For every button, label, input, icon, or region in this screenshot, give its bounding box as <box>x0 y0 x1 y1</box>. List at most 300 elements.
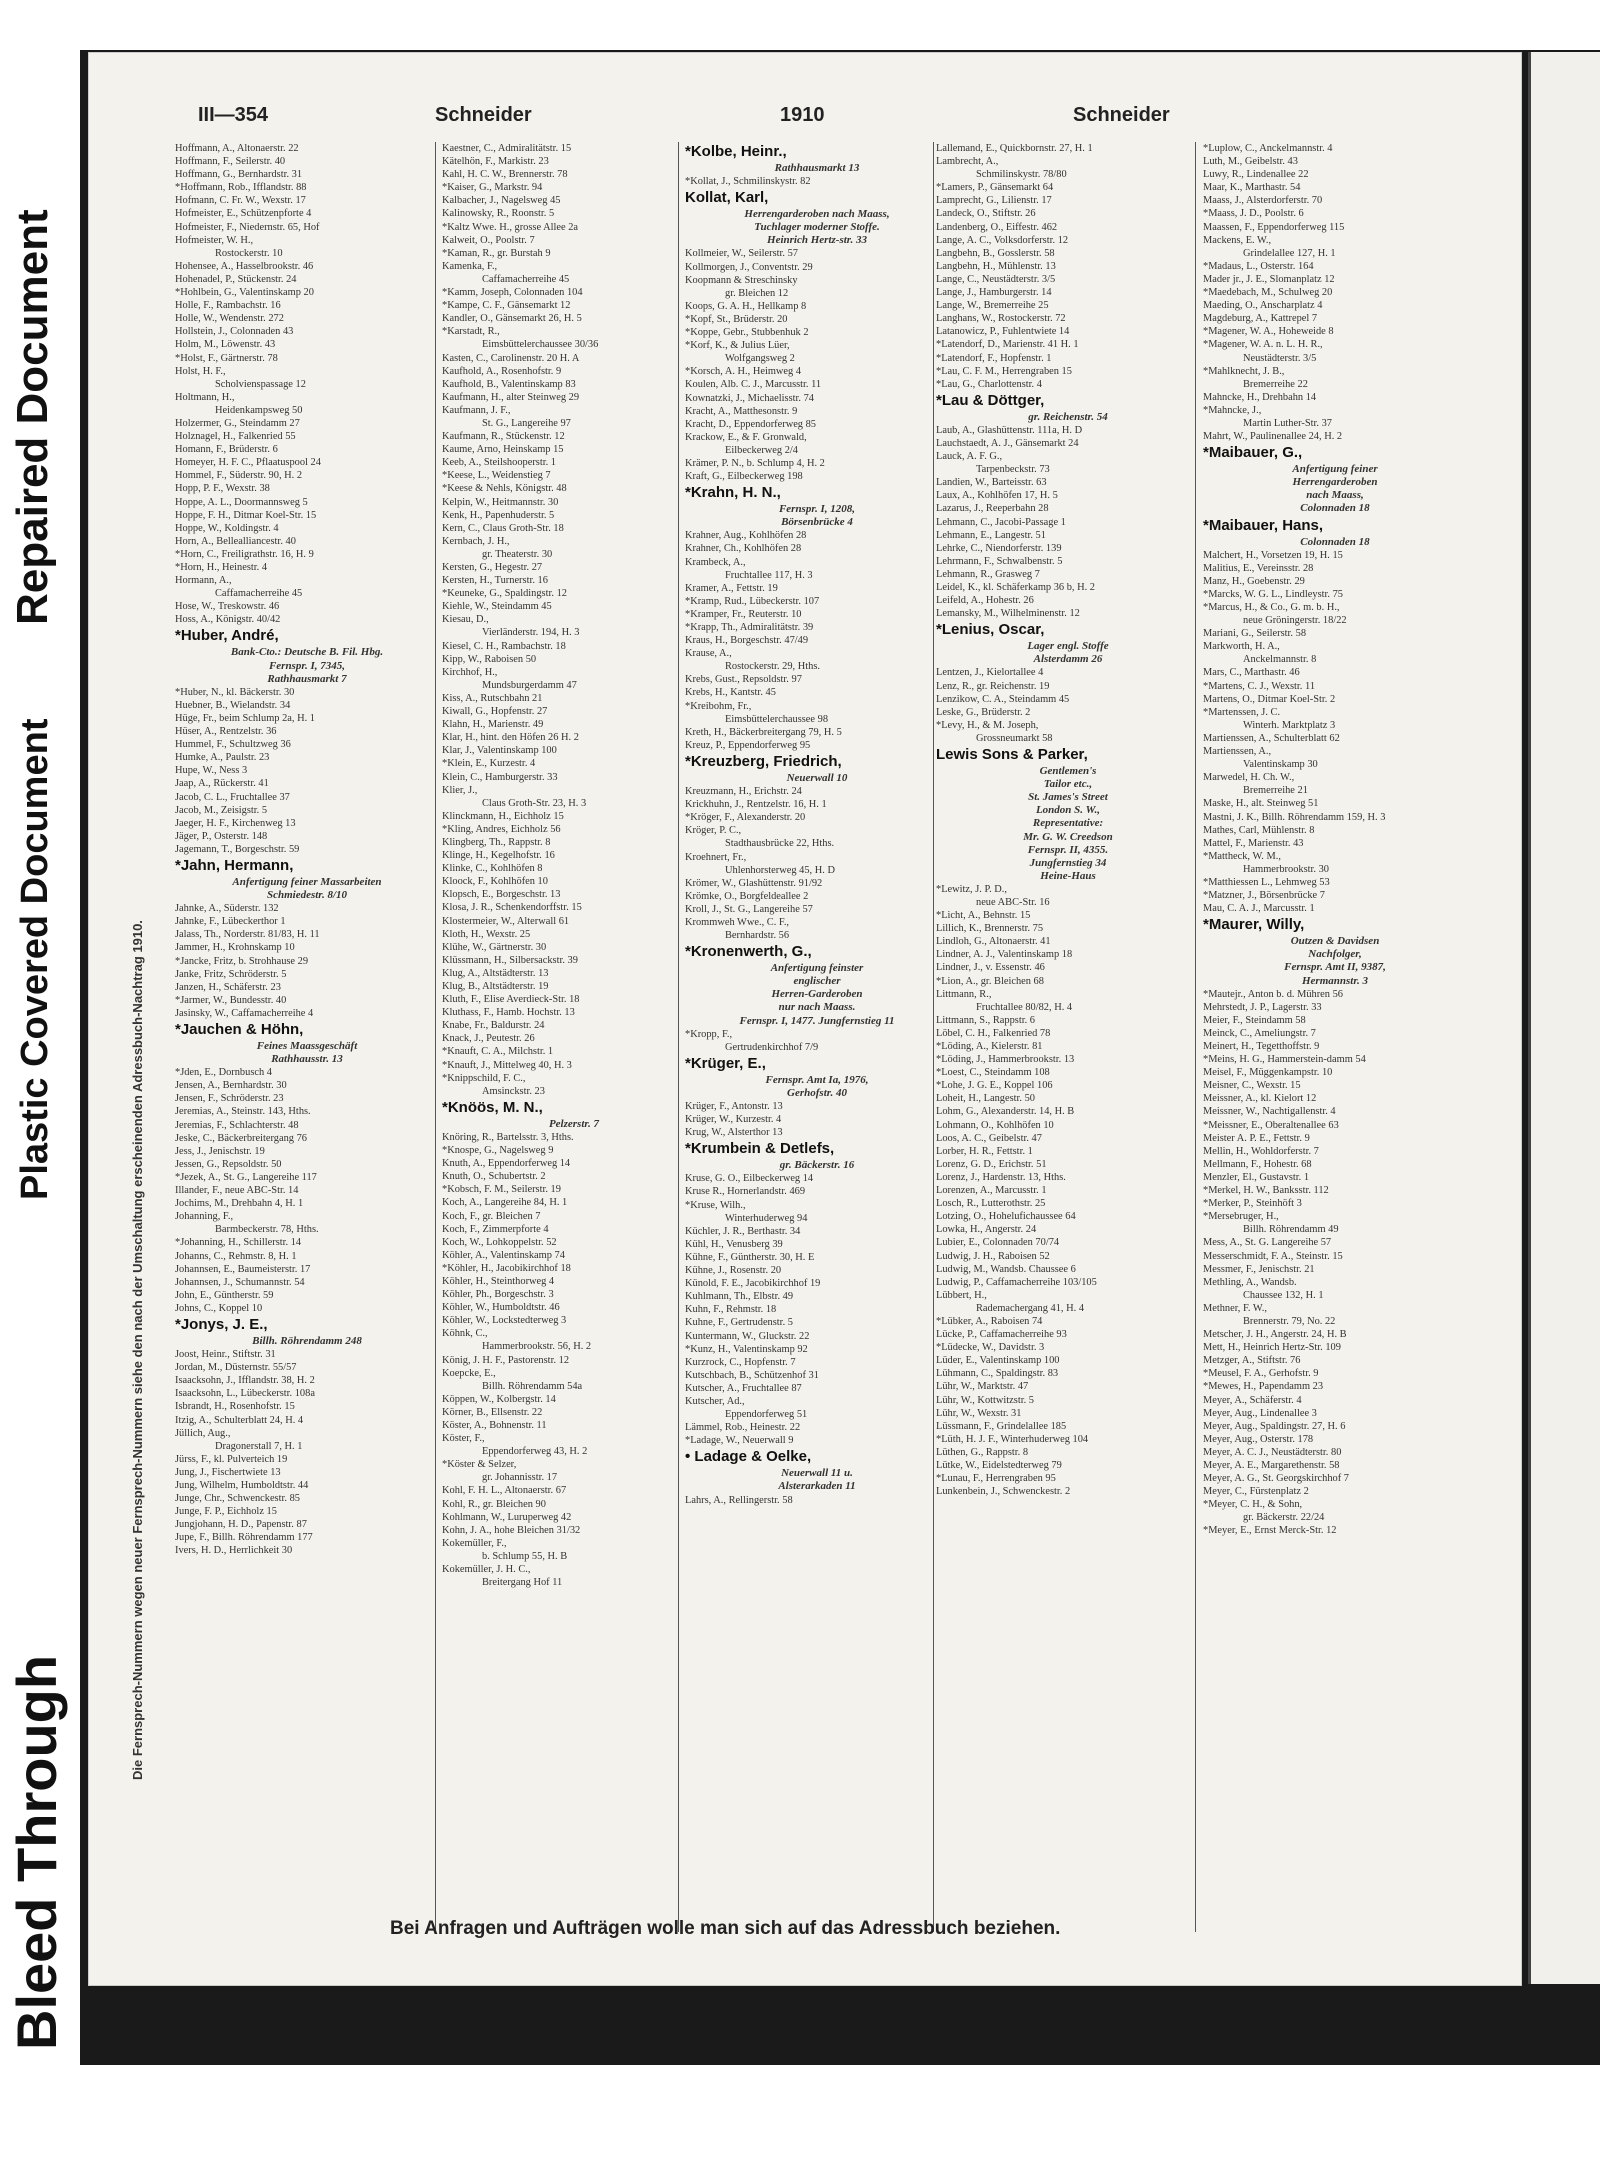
directory-entry: Klein, C., Hamburgerstr. 33 <box>442 771 558 783</box>
entry-continuation: Wolfgangsweg 2 <box>725 353 795 365</box>
directory-entry: Kalweit, O., Poolstr. 7 <box>442 234 535 246</box>
directory-entry: *Lamers, P., Gänsemarkt 64 <box>936 182 1054 194</box>
entry-continuation: Uhlenhorsterweg 45, H. D <box>725 864 835 876</box>
directory-entry: *Latendorf, F., Hopfenstr. 1 <box>936 352 1052 364</box>
directory-entry: Krackow, E., & F. Gronwald, <box>685 431 807 443</box>
entry-continuation: Hammerbrookstr. 56, H. 2 <box>482 1341 592 1353</box>
directory-entry: *Lüdecke, W., Davidstr. 3 <box>936 1342 1045 1354</box>
advert-line: Neuerwall 10 <box>786 771 848 784</box>
directory-entry: Kracht, A., Matthesonstr. 9 <box>685 405 798 417</box>
directory-entry: Holzermer, G., Steindamm 27 <box>175 417 300 429</box>
entry-continuation: Brennerstr. 79, No. 22 <box>1243 1315 1336 1327</box>
advert-line: St. James's Street <box>1028 791 1108 804</box>
directory-entry: Klosa, J. R., Schenkendorffstr. 15 <box>442 902 582 914</box>
directory-entry: Marwedel, H. Ch. W., <box>1203 772 1295 784</box>
directory-entry: *Löding, A., Kielerstr. 81 <box>936 1041 1043 1052</box>
directory-entry: *Kopf, St., Brüderstr. 20 <box>685 313 788 325</box>
directory-entry: Janke, Fritz, Schröderstr. 5 <box>175 968 287 980</box>
column-2 <box>442 142 706 1932</box>
directory-entry: Krause, A., <box>685 648 732 660</box>
directory-entry: *Marcks, W. G. L., Lindleystr. 75 <box>1203 588 1343 600</box>
directory-entry: Meisner, C., Wexstr. 15 <box>1203 1080 1301 1092</box>
directory-entry: *Knauft, C. A., Milchstr. 1 <box>442 1046 554 1058</box>
directory-entry: Krahner, Aug., Kohlhöfen 28 <box>685 530 807 542</box>
directory-entry: Jacob, C. L., Fruchtallee 37 <box>175 791 290 803</box>
directory-entry: Krebs, H., Kantstr. 45 <box>685 687 776 699</box>
advert-line: Tailor etc., <box>1043 778 1093 791</box>
directory-entry: *Korf, K., & Julius Lüer, <box>685 340 790 352</box>
directory-entry: Krämer, P. N., b. Schlump 4, H. 2 <box>685 457 825 469</box>
directory-entry: *Kaman, R., gr. Burstah 9 <box>442 247 551 259</box>
column-1 <box>175 142 439 1932</box>
directory-entry: *Matzner, J., Börsenbrücke 7 <box>1203 890 1325 902</box>
directory-entry: Kiehle, W., Steindamm 45 <box>442 601 552 613</box>
directory-entry: Lange, C., Neustädterstr. 3/5 <box>936 273 1056 285</box>
directory-entry: Malchert, H., Vorsetzen 19, H. 15 <box>1203 549 1343 561</box>
advert-line: Fernspr. I, 7345, <box>268 659 346 672</box>
directory-entry: Martienssen, A., <box>1203 746 1272 758</box>
directory-entry: John, E., Güntherstr. 59 <box>175 1289 274 1301</box>
directory-entry: *Köhler, H., Jacobikirchhof 18 <box>442 1262 571 1274</box>
directory-entry: Holle, F., Rambachstr. 16 <box>175 300 281 312</box>
directory-entry: Ivers, H. D., Herrlichkeit 30 <box>175 1545 293 1557</box>
advert-heading: *Kolbe, Heinr., <box>685 143 787 160</box>
directory-entry: Isbrandt, H., Rosenhofstr. 15 <box>175 1401 295 1413</box>
directory-entry: Klinke, C., Kohlhöfen 8 <box>442 863 543 875</box>
directory-entry: Lorenz, J., Hardenstr. 13, Hths. <box>936 1171 1066 1183</box>
directory-entry: Kaufhold, A., Rosenhofstr. 9 <box>442 365 562 377</box>
directory-entry: Kiwall, G., Hopfenstr. 27 <box>442 706 548 718</box>
advert-line: nur nach Maass. <box>778 1001 856 1014</box>
directory-entry: Kröger, P. C., <box>685 825 742 837</box>
entry-continuation: Rostockerstr. 10 <box>215 247 283 259</box>
directory-entry: Meinck, C., Ameliungstr. 7 <box>1203 1027 1316 1039</box>
directory-entry: Lazarus, J., Reeperbahn 28 <box>936 503 1049 515</box>
directory-entry: Lange, A. C., Volksdorferstr. 12 <box>936 234 1069 246</box>
directory-entry: Meyer, A. C. J., Neustädterstr. 80 <box>1203 1446 1342 1458</box>
directory-entry: Loos, A. C., Geibelstr. 47 <box>936 1132 1042 1144</box>
directory-entry: Kätelhön, F., Markistr. 23 <box>442 156 549 168</box>
advert-line: Rathhausmarkt 7 <box>267 672 347 685</box>
directory-entry: Köhnk, C., <box>442 1328 488 1340</box>
entry-continuation: Eimsbüttelerchaussee 30/36 <box>482 339 599 351</box>
directory-entry: *Meissner, E., Oberaltenallee 63 <box>1203 1119 1339 1131</box>
directory-entry: Luth, M., Geibelstr. 43 <box>1203 156 1298 168</box>
directory-entry: Krommweh Wwe., C. F., <box>685 916 790 928</box>
directory-entry: Hofmeister, W. H., <box>175 234 254 246</box>
directory-entry: Jung, J., Fischertwiete 13 <box>175 1466 281 1478</box>
advert-line: Gentlemen's <box>1039 765 1097 778</box>
directory-entry: Laux, A., Kohlhöfen 17, H. 5 <box>936 490 1058 502</box>
directory-entry: Meyer, C., Fürstenplatz 2 <box>1203 1486 1309 1498</box>
directory-entry: Horn, A., Bellealliancestr. 40 <box>175 535 296 547</box>
advert-line: Outzen & Davidsen <box>1290 935 1380 948</box>
directory-entry: Jürss, F., kl. Pulverteich 19 <box>175 1453 288 1465</box>
directory-entry: Kuhn, F., Rehmstr. 18 <box>685 1304 777 1316</box>
advert-line: Colonnaden 18 <box>1300 535 1370 548</box>
directory-entry: Meyer, A. G., St. Georgskirchhof 7 <box>1203 1473 1349 1485</box>
directory-entry: Kuntermann, W., Gluckstr. 22 <box>685 1330 810 1342</box>
directory-entry: Lüthen, G., Rappstr. 8 <box>936 1446 1029 1458</box>
directory-entry: Hüser, A., Rentzelstr. 36 <box>175 726 277 738</box>
directory-entry: Lauchstaedt, A. J., Gänsemarkt 24 <box>936 437 1079 449</box>
directory-entry: Kuhne, F., Gertrudenstr. 5 <box>685 1317 793 1329</box>
directory-entry: Lühr, W., Kottwitzstr. 5 <box>936 1394 1035 1406</box>
column-divider <box>678 142 679 1932</box>
directory-entry: Kurzrock, C., Hopfenstr. 7 <box>685 1356 796 1368</box>
entry-continuation: Amsinckstr. 23 <box>482 1085 545 1097</box>
entry-continuation: Tarpenbeckstr. 73 <box>976 464 1050 476</box>
entry-continuation: Caffamacherreihe 45 <box>482 273 570 285</box>
directory-entry: Körner, B., Ellsenstr. 22 <box>442 1406 543 1418</box>
advert-heading: *Lenius, Oscar, <box>936 621 1045 639</box>
directory-entry: Landenberg, O., Eiffestr. 462 <box>936 221 1058 233</box>
page-header <box>115 104 1560 134</box>
directory-entry: Losch, R., Lutterothstr. 25 <box>936 1198 1046 1210</box>
directory-entry: Koch, F., Zimmerpforte 4 <box>442 1223 549 1235</box>
directory-entry: *Kröger, F., Alexanderstr. 20 <box>685 812 806 824</box>
header-left-title: Schneider <box>435 104 532 126</box>
directory-entry: Kloock, F., Kohlhöfen 10 <box>442 876 548 888</box>
directory-entry: Markworth, H. A., <box>1203 641 1280 653</box>
directory-entry: Lange, J., Hamburgerstr. 14 <box>936 287 1052 299</box>
directory-entry: *Horn, H., Heinestr. 4 <box>175 562 268 573</box>
directory-entry: Küchler, J. R., Berthastr. 34 <box>685 1225 801 1237</box>
directory-entry: Mehrstedt, J. P., Lagerstr. 33 <box>1203 1001 1322 1013</box>
advert-line: Herrengarderoben nach Maass, <box>744 208 890 221</box>
advert-line: Colonnaden 18 <box>1300 502 1370 515</box>
advert-heading: *Jahn, Hermann, <box>175 856 294 874</box>
page-footer: Bei Anfragen und Aufträgen wolle man sich auf das Adressbuch beziehen. <box>390 1918 1061 1939</box>
directory-entry: Messerschmidt, F. A., Steinstr. 15 <box>1203 1250 1343 1262</box>
directory-entry: Kiesau, D., <box>442 614 489 626</box>
directory-entry: Junge, Chr., Schwenckestr. 85 <box>175 1493 300 1505</box>
directory-entry: Köster, A., Bohnenstr. 11 <box>442 1420 547 1431</box>
entry-continuation: gr. Bäckerstr. 22/24 <box>1243 1512 1325 1524</box>
directory-entry: *Martens, C. J., Wexstr. 11 <box>1203 680 1316 692</box>
directory-entry: *Kaltz Wwe. H., grosse Allee 2a <box>442 221 579 233</box>
directory-entry: Kühne, F., Güntherstr. 30, H. E <box>685 1251 815 1263</box>
directory-entry: Lunkenbein, J., Schwenckestr. 2 <box>936 1486 1071 1498</box>
directory-entry: Ludwig, J. H., Raboisen 52 <box>936 1250 1050 1262</box>
directory-entry: Mattel, F., Marienstr. 43 <box>1203 837 1304 849</box>
entry-continuation: Stadthausbrücke 22, Hths. <box>725 838 835 850</box>
directory-entry: Lorber, H. R., Fettstr. 1 <box>936 1145 1033 1157</box>
directory-entry: Menzler, El., Gustavstr. 1 <box>1203 1171 1310 1183</box>
directory-entry: Jeremias, A., Steinstr. 143, Hths. <box>175 1106 311 1118</box>
directory-entry: Keeb, A., Steilshooperstr. 1 <box>442 457 556 469</box>
directory-entry: Jahnke, F., Lübeckerthor 1 <box>175 916 286 928</box>
directory-entry: Kokemüller, F., <box>442 1537 507 1549</box>
directory-entry: Holst, H. F., <box>175 365 226 377</box>
directory-entry: Kreth, H., Bäckerbreitergang 79, H. 5 <box>685 726 842 738</box>
entry-continuation: Eppendorferweg 43, H. 2 <box>482 1446 588 1458</box>
directory-entry: Lühr, W., Marktstr. 47 <box>936 1381 1029 1393</box>
directory-entry: Leifeld, A., Hohestr. 26 <box>936 595 1034 607</box>
directory-entry: *Mewes, H., Papendamm 23 <box>1203 1381 1324 1393</box>
directory-entry: Manz, H., Goebenstr. 29 <box>1203 575 1305 587</box>
column-5 <box>1203 142 1467 1932</box>
advert-heading: Kollat, Karl, <box>685 189 769 207</box>
directory-entry: Joost, Heinr., Stiftstr. 31 <box>175 1349 276 1361</box>
advert-line: Alsterarkaden 11 <box>778 1480 856 1493</box>
directory-entry: *Jden, E., Dornbusch 4 <box>175 1067 272 1079</box>
directory-entry: Koopmann & Streschinsky <box>685 274 798 286</box>
directory-entry: Kuhlmann, Th., Elbstr. 49 <box>685 1291 794 1303</box>
directory-entry: Isaacksohn, L., Lübeckerstr. 108a <box>175 1388 315 1400</box>
directory-entry: *Maass, J. D., Poolstr. 6 <box>1203 208 1304 220</box>
directory-entry: Lühr, W., Wexstr. 31 <box>936 1407 1022 1419</box>
directory-entry: *Meins, H. G., Hammerstein-damm 54 <box>1203 1054 1366 1066</box>
directory-entry: Lüssmann, F., Grindelallee 185 <box>936 1420 1067 1432</box>
directory-entry: Köhler, W., Lockstedterweg 3 <box>442 1315 567 1327</box>
directory-entry: Lowka, H., Angerstr. 24 <box>936 1224 1037 1236</box>
directory-entry: *Krapp, Th., Admiralitätstr. 39 <box>685 622 814 633</box>
entry-continuation: Martin Luther-Str. 37 <box>1243 417 1332 429</box>
directory-entry: Kreuzmann, H., Erichstr. 24 <box>685 786 802 798</box>
directory-entry: Hohensee, A., Hasselbrookstr. 46 <box>175 260 314 272</box>
directory-entry: Luwy, R., Lindenallee 22 <box>1203 169 1309 181</box>
directory-entry: Johannsen, J., Schumannstr. 54 <box>175 1276 305 1288</box>
advert-line: Nachfolger, <box>1308 948 1362 961</box>
directory-entry: Kramer, A., Fettstr. 19 <box>685 582 778 594</box>
directory-entry: Lämmel, Rob., Heinestr. 22 <box>685 1422 801 1434</box>
directory-entry: Köhler, Ph., Borgeschstr. 3 <box>442 1289 554 1301</box>
directory-entry: Lauck, A. F. G., <box>936 451 1003 463</box>
advert-line: Tuchlager moderner Stoffe. <box>754 221 880 234</box>
directory-entry: Kloth, H., Wexstr. 25 <box>442 928 531 940</box>
directory-entry: *Kruse, Wilh., <box>685 1199 746 1211</box>
directory-entry: Jüllich, Aug., <box>175 1427 231 1439</box>
side-labels <box>0 0 80 2177</box>
directory-entry: Kruse R., Hornerlandstr. 469 <box>685 1186 806 1198</box>
directory-entry: Kutschbach, B., Schützenhof 31 <box>685 1369 819 1381</box>
directory-entry: Maar, K., Marthastr. 54 <box>1203 182 1301 194</box>
directory-entry: Hupe, W., Ness 3 <box>175 765 248 777</box>
directory-entry: *Kampe, C. F., Gänsemarkt 12 <box>442 300 571 312</box>
directory-entry: Klug, B., Altstädterstr. 19 <box>442 981 549 992</box>
directory-entry: Köster, F., <box>442 1433 485 1445</box>
entry-continuation: gr. Theaterstr. 30 <box>482 548 553 560</box>
directory-entry: Meyer, Aug., Lindenallee 3 <box>1203 1407 1317 1419</box>
entry-continuation: neue ABC-Str. 16 <box>976 896 1050 908</box>
directory-entry: Kroehnert, Fr., <box>685 851 747 863</box>
directory-entry: Kirchhof, H., <box>442 666 498 678</box>
directory-entry: *Lunau, F., Herrengraben 95 <box>936 1473 1056 1485</box>
directory-entry: Lillich, K., Brennerstr. 75 <box>936 923 1044 935</box>
directory-entry: Kahl, H. C. W., Brennerstr. 78 <box>442 169 568 181</box>
directory-entry: *Merker, P., Steinhöft 3 <box>1203 1198 1302 1210</box>
directory-entry: *Licht, A., Behnstr. 15 <box>936 910 1031 922</box>
directory-entry: Lehmann, R., Grasweg 7 <box>936 568 1040 580</box>
entry-continuation: Grossneumarkt 58 <box>976 732 1053 744</box>
advert-line: Feines Maassgeschäft <box>256 1040 358 1052</box>
directory-entry: Krömer, W., Glashüttenstr. 91/92 <box>685 877 823 889</box>
directory-entry: Kollmorgen, J., Conventstr. 29 <box>685 261 813 273</box>
directory-entry: Hoppe, F. H., Ditmar Koel-Str. 15 <box>175 509 317 521</box>
directory-entry: Krickhuhn, J., Rentzelstr. 16, H. 1 <box>685 799 827 811</box>
advert-line: Billh. Röhrendamm 248 <box>252 1334 362 1347</box>
directory-entry: Kiss, A., Rutschbahn 21 <box>442 692 543 704</box>
advert-line: London S. W., <box>1035 804 1101 817</box>
directory-entry: Mahrt, W., Paulinenallee 24, H. 2 <box>1203 431 1343 443</box>
directory-entry: Mau, C. A. J., Marcusstr. 1 <box>1203 903 1315 915</box>
directory-entry: Lorenzen, A., Marcusstr. 1 <box>936 1185 1047 1197</box>
directory-entry: Kollmeier, W., Seilerstr. 57 <box>685 248 799 260</box>
entry-continuation: Valentinskamp 30 <box>1243 759 1318 771</box>
directory-entry: Jalass, Th., Norderstr. 81/83, H. 11 <box>175 929 320 941</box>
directory-entry: Kernbach, J. H., <box>442 535 510 547</box>
advert-line: Rathhausmarkt 13 <box>774 162 860 174</box>
directory-entry: Kaufmann, J. F., <box>442 404 511 416</box>
page-number: III—354 <box>198 104 269 126</box>
directory-entry: *Knippschild, F. C., <box>442 1072 526 1084</box>
directory-entry: *Mautejr., Anton b. d. Mühren 56 <box>1203 988 1343 1000</box>
directory-entry: Klopsch, E., Borgeschstr. 13 <box>442 889 561 901</box>
entry-continuation: Bernhardstr. 56 <box>725 930 790 942</box>
directory-entry: Hose, W., Treskowstr. 46 <box>175 601 280 613</box>
advert-heading: *Knöös, M. N., <box>442 1098 543 1116</box>
directory-entry: *Knauft, J., Mittelweg 40, H. 3 <box>442 1059 572 1071</box>
directory-entry: *Matthiessen L., Lehmweg 53 <box>1203 876 1330 888</box>
directory-entry: Lemansky, M., Wilhelminenstr. 12 <box>936 608 1080 620</box>
directory-entry: Humke, A., Paulstr. 23 <box>175 752 270 764</box>
directory-entry: Hoss, A., Königstr. 40/42 <box>175 614 281 626</box>
directory-entry: Hofmeister, F., Niedernstr. 65, Hof <box>175 221 320 233</box>
directory-entry: Jessen, G., Repsoldstr. 50 <box>175 1158 282 1170</box>
entry-continuation: neue Gröningerstr. 18/22 <box>1243 615 1347 627</box>
directory-entry: Hormann, A., <box>175 575 232 587</box>
directory-entry: Hoppe, A. L., Doormannsweg 5 <box>175 496 308 508</box>
directory-entry: Krug, W., Alsterthor 13 <box>685 1127 783 1139</box>
directory-entry: Landien, W., Barteisstr. 63 <box>936 477 1047 489</box>
directory-entry: Köppen, W., Kolbergstr. 14 <box>442 1393 556 1405</box>
directory-entry: *Lübker, A., Raboisen 74 <box>936 1315 1043 1327</box>
advert-line: Anfertigung feiner Massarbeiten <box>232 875 382 888</box>
advert-line: Fernspr. I, 1477. Jungfernstieg 11 <box>739 1014 895 1027</box>
advert-line: Bank-Cto.: Deutsche B. Fil. Hbg. <box>230 646 384 659</box>
advert-line: Fernspr. Amt II, 9387, <box>1284 961 1386 974</box>
directory-entry: Kohn, J. A., hohe Bleichen 31/32 <box>442 1524 581 1536</box>
directory-entry: Lindloh, G., Altonaerstr. 41 <box>936 936 1051 948</box>
directory-entry: Krebs, Gust., Repsoldstr. 97 <box>685 674 802 686</box>
entry-continuation: b. Schlump 55, H. B <box>482 1550 568 1562</box>
directory-entry: Knack, J., Peutestr. 26 <box>442 1033 535 1045</box>
directory-entry: *Löding, J., Hammerbrookstr. 13 <box>936 1054 1075 1066</box>
entry-continuation: Rademachergang 41, H. 4 <box>976 1302 1085 1314</box>
directory-entry: Klostermeier, W., Alterwall 61 <box>442 915 570 927</box>
directory-entry: Ludwig, M., Wandsb. Chaussee 6 <box>936 1263 1076 1275</box>
directory-entry: Jäger, P., Osterstr. 148 <box>175 830 268 842</box>
directory-entry: Kohl, R., gr. Bleichen 90 <box>442 1498 546 1510</box>
directory-entry: Hofmeister, E., Schützenpforte 4 <box>175 208 312 220</box>
directory-entry: Hoffmann, A., Altonaerstr. 22 <box>175 143 299 154</box>
repaired-document-label: Repaired Document <box>8 209 57 625</box>
advert-line: Lager engl. Stoffe <box>1027 640 1109 653</box>
directory-entry: Langbehn, B., Gosslerstr. 58 <box>936 247 1055 259</box>
directory-entry: Maass, J., Alsterdorferstr. 70 <box>1203 195 1323 207</box>
directory-entry: Kownatzki, J., Michaelisstr. 74 <box>685 392 814 404</box>
directory-entry: *Latendorf, D., Marienstr. 41 H. 1 <box>936 339 1079 351</box>
directory-entry: Klier, J., <box>442 784 478 796</box>
directory-entry: Hoppe, W., Koldingstr. 4 <box>175 522 279 534</box>
directory-entry: *Kramp, Rud., Lübeckerstr. 107 <box>685 595 820 607</box>
directory-entry: *Merkel, H. W., Banksstr. 112 <box>1203 1185 1329 1197</box>
entry-continuation: Vierländerstr. 194, H. 3 <box>482 627 580 639</box>
entry-continuation: St. G., Langereihe 97 <box>482 417 571 429</box>
directory-entry: Klar, H., hint. den Höfen 26 H. 2 <box>442 732 579 744</box>
directory-entry: Lübbert, H., <box>936 1289 987 1301</box>
directory-entry: *Martenssen, J. C. <box>1203 706 1281 718</box>
entry-continuation: Mundsburgerdamm 47 <box>482 679 577 691</box>
directory-columns <box>150 142 1530 1932</box>
entry-continuation: Bremerreihe 21 <box>1243 785 1308 797</box>
advert-line: Börsenbrücke 4 <box>781 516 853 529</box>
directory-entry: *Lion, A., gr. Bleichen 68 <box>936 975 1044 987</box>
directory-entry: Lohmann, O., Kohlhöfen 10 <box>936 1119 1054 1131</box>
directory-entry: Knabe, Fr., Baldurstr. 24 <box>442 1020 545 1032</box>
directory-entry: Klar, J., Valentinskamp 100 <box>442 745 557 757</box>
advert-line: Pelzerstr. 7 <box>548 1117 600 1130</box>
directory-entry: Holle, W., Wendenstr. 272 <box>175 313 284 325</box>
directory-entry: Koch, F., gr. Bleichen 7 <box>442 1210 541 1222</box>
directory-entry: *Lau, G., Charlottenstr. 4 <box>936 378 1042 390</box>
directory-entry: Lüder, E., Valentinskamp 100 <box>936 1355 1060 1367</box>
directory-entry: Hoffmann, F., Seilerstr. 40 <box>175 156 286 168</box>
directory-entry: Lentzen, J., Kielortallee 4 <box>936 667 1044 679</box>
directory-entry: Jess, J., Jenischstr. 19 <box>175 1145 265 1157</box>
directory-entry: Mathes, Carl, Mühlenstr. 8 <box>1203 824 1315 836</box>
directory-entry: Kohlmann, W., Luruperweg 42 <box>442 1511 572 1523</box>
directory-entry: Hofmann, C. Fr. W., Wexstr. 17 <box>175 195 306 207</box>
entry-continuation: Billh. Röhrendamm 49 <box>1243 1224 1339 1236</box>
directory-entry: Mett, H., Heinrich Hertz-Str. 109 <box>1203 1342 1341 1354</box>
directory-entry: *Karstadt, R., <box>442 326 500 338</box>
entry-continuation: Billh. Röhrendamm 54a <box>482 1380 583 1392</box>
directory-entry: Metscher, J. H., Angerstr. 24, H. B <box>1203 1329 1347 1341</box>
directory-entry: Jeske, C., Bäckerbreitergang 76 <box>175 1132 307 1144</box>
directory-entry: *Mersebruger, H., <box>1203 1211 1279 1223</box>
directory-entry: Landeck, O., Stiftstr. 26 <box>936 208 1036 220</box>
directory-entry: Littmann, S., Rappstr. 6 <box>936 1014 1035 1026</box>
directory-entry: Homeyer, H. F. C., Pflaatuspool 24 <box>175 457 321 469</box>
advert-heading: *Jauchen & Höhn, <box>175 1021 304 1038</box>
directory-entry: *Luplow, C., Anckelmannstr. 4 <box>1203 143 1333 154</box>
directory-entry: Kutscher, A., Fruchtallee 87 <box>685 1382 802 1394</box>
directory-entry: *Meyer, E., Ernst Merck-Str. 12 <box>1203 1525 1337 1537</box>
directory-entry: *Kropp, F., <box>685 1028 733 1040</box>
directory-entry: Holtmann, H., <box>175 391 235 403</box>
header-year: 1910 <box>780 104 825 126</box>
directory-entry: Homann, F., Brüderstr. 6 <box>175 444 278 456</box>
directory-entry: Isaacksohn, J., Ifflandstr. 38, H. 2 <box>175 1375 315 1387</box>
column-divider <box>933 142 934 1932</box>
directory-entry: Kokemüller, J. H. C., <box>442 1564 531 1576</box>
directory-entry: Mastni, J. K., Billh. Röhrendamm 159, H. 3 <box>1203 811 1386 823</box>
directory-entry: Leidel, K., kl. Schäferkamp 36 b, H. 2 <box>936 582 1095 593</box>
entry-continuation: Caffamacherreihe 45 <box>215 588 303 600</box>
directory-entry: *Jancke, Fritz, b. Strohhause 29 <box>175 955 309 967</box>
directory-entry: Knuth, O., Schubertstr. 2 <box>442 1171 546 1183</box>
entry-continuation: Hammerbrookstr. 30 <box>1243 863 1329 875</box>
directory-entry: Johanning, F., <box>175 1211 234 1223</box>
directory-entry: Kühl, H., Venusberg 39 <box>685 1238 783 1250</box>
directory-entry: Köhler, A., Valentinskamp 74 <box>442 1249 565 1261</box>
entry-continuation: Gertrudenkirchhof 7/9 <box>725 1041 819 1053</box>
directory-entry: Metzger, A., Stiftstr. 76 <box>1203 1355 1301 1367</box>
entry-continuation: Schmilinskystr. 78/80 <box>976 169 1067 181</box>
directory-entry: Ludwig, P., Caffamacherreihe 103/105 <box>936 1276 1097 1288</box>
